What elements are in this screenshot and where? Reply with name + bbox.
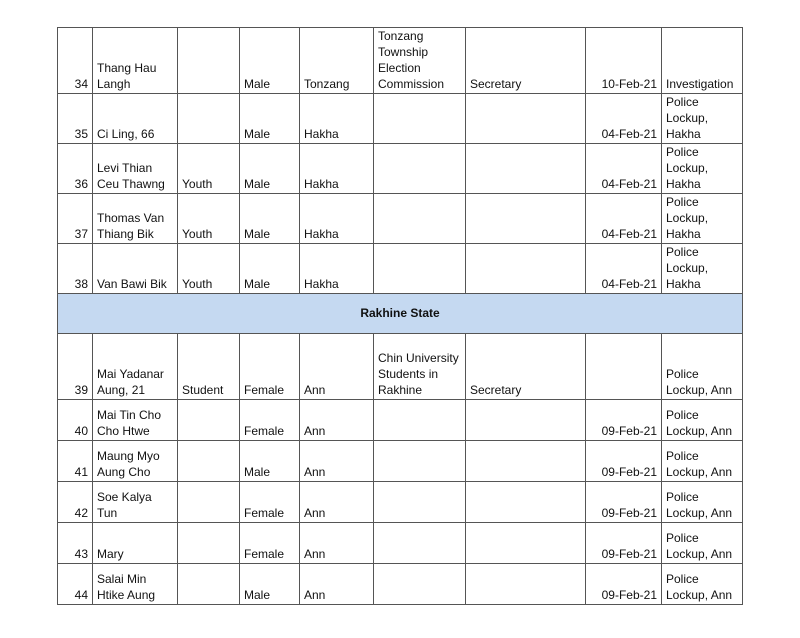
location-cell: Ann — [300, 334, 374, 400]
affiliation-cell — [374, 194, 466, 244]
position-cell — [466, 482, 586, 523]
row-number: 44 — [58, 564, 93, 605]
date-cell: 04-Feb-21 — [586, 194, 662, 244]
table-row — [58, 144, 743, 194]
location-cell: Hakha — [300, 94, 374, 144]
detainee-table — [57, 27, 743, 605]
gender-cell: Female — [240, 523, 300, 564]
date-cell: 09-Feb-21 — [586, 523, 662, 564]
name-cell: Mai Yadanar Aung, 21 — [93, 334, 178, 400]
category-cell — [178, 400, 240, 441]
position-cell — [466, 400, 586, 441]
status-cell: Police Lockup, Ann — [662, 523, 743, 564]
date-cell: 09-Feb-21 — [586, 564, 662, 605]
affiliation-cell: Chin University Students in Rakhine — [374, 334, 466, 400]
gender-cell: Female — [240, 334, 300, 400]
location-cell: Hakha — [300, 144, 374, 194]
status-cell: Police Lockup, Hakha — [662, 94, 743, 144]
table-row — [58, 94, 743, 144]
category-cell: Youth — [178, 194, 240, 244]
status-cell: Investigation — [662, 28, 743, 94]
location-cell: Ann — [300, 564, 374, 605]
category-cell: Youth — [178, 244, 240, 294]
status-cell: Police Lockup, Hakha — [662, 244, 743, 294]
gender-cell: Male — [240, 564, 300, 605]
affiliation-cell — [374, 441, 466, 482]
name-cell: Maung Myo Aung Cho — [93, 441, 178, 482]
category-cell: Youth — [178, 144, 240, 194]
name-cell: Thang Hau Langh — [93, 28, 178, 94]
status-cell: Police Lockup, Hakha — [662, 144, 743, 194]
row-number: 39 — [58, 334, 93, 400]
date-cell: 04-Feb-21 — [586, 144, 662, 194]
table-row — [58, 28, 743, 94]
gender-cell: Male — [240, 194, 300, 244]
table-row — [58, 441, 743, 482]
status-cell: Police Lockup, Ann — [662, 482, 743, 523]
position-cell — [466, 441, 586, 482]
location-cell: Ann — [300, 441, 374, 482]
date-cell: 04-Feb-21 — [586, 244, 662, 294]
date-cell: 09-Feb-21 — [586, 441, 662, 482]
position-cell — [466, 194, 586, 244]
affiliation-cell — [374, 482, 466, 523]
affiliation-cell — [374, 400, 466, 441]
category-cell — [178, 94, 240, 144]
affiliation-cell: Tonzang Township Election Commission — [374, 28, 466, 94]
location-cell: Ann — [300, 523, 374, 564]
row-number: 37 — [58, 194, 93, 244]
row-number: 36 — [58, 144, 93, 194]
location-cell: Ann — [300, 400, 374, 441]
category-cell — [178, 523, 240, 564]
name-cell: Van Bawi Bik — [93, 244, 178, 294]
row-number: 40 — [58, 400, 93, 441]
row-number: 34 — [58, 28, 93, 94]
status-cell: Police Lockup, Hakha — [662, 194, 743, 244]
location-cell: Hakha — [300, 194, 374, 244]
status-cell: Police Lockup, Ann — [662, 564, 743, 605]
position-cell — [466, 144, 586, 194]
category-cell: Student — [178, 334, 240, 400]
gender-cell: Female — [240, 482, 300, 523]
row-number: 42 — [58, 482, 93, 523]
table-row — [58, 564, 743, 605]
category-cell — [178, 28, 240, 94]
affiliation-cell — [374, 244, 466, 294]
section-header-row — [58, 294, 743, 334]
row-number: 38 — [58, 244, 93, 294]
position-cell — [466, 94, 586, 144]
name-cell: Thomas Van Thiang Bik — [93, 194, 178, 244]
date-cell: 10-Feb-21 — [586, 28, 662, 94]
position-cell: Secretary — [466, 28, 586, 94]
location-cell: Tonzang — [300, 28, 374, 94]
status-cell: Police Lockup, Ann — [662, 441, 743, 482]
affiliation-cell — [374, 144, 466, 194]
position-cell — [466, 244, 586, 294]
date-cell: 09-Feb-21 — [586, 482, 662, 523]
status-cell: Police Lockup, Ann — [662, 334, 743, 400]
row-number: 35 — [58, 94, 93, 144]
status-cell: Police Lockup, Ann — [662, 400, 743, 441]
location-cell: Hakha — [300, 244, 374, 294]
location-cell: Ann — [300, 482, 374, 523]
table-row — [58, 400, 743, 441]
date-cell — [586, 334, 662, 400]
table-row — [58, 194, 743, 244]
name-cell: Ci Ling, 66 — [93, 94, 178, 144]
section-header: Rakhine State — [58, 294, 743, 334]
table-row — [58, 244, 743, 294]
position-cell — [466, 564, 586, 605]
date-cell: 04-Feb-21 — [586, 94, 662, 144]
table-row — [58, 523, 743, 564]
table-row — [58, 482, 743, 523]
affiliation-cell — [374, 523, 466, 564]
category-cell — [178, 564, 240, 605]
position-cell — [466, 523, 586, 564]
table-row — [58, 334, 743, 400]
category-cell — [178, 482, 240, 523]
name-cell: Mai Tin Cho Cho Htwe — [93, 400, 178, 441]
gender-cell: Female — [240, 400, 300, 441]
name-cell: Levi Thian Ceu Thawng — [93, 144, 178, 194]
name-cell: Mary — [93, 523, 178, 564]
affiliation-cell — [374, 94, 466, 144]
gender-cell: Male — [240, 94, 300, 144]
gender-cell: Male — [240, 28, 300, 94]
name-cell: Soe Kalya Tun — [93, 482, 178, 523]
position-cell: Secretary — [466, 334, 586, 400]
date-cell: 09-Feb-21 — [586, 400, 662, 441]
gender-cell: Male — [240, 244, 300, 294]
name-cell: Salai Min Htike Aung — [93, 564, 178, 605]
affiliation-cell — [374, 564, 466, 605]
gender-cell: Male — [240, 144, 300, 194]
row-number: 43 — [58, 523, 93, 564]
row-number: 41 — [58, 441, 93, 482]
gender-cell: Male — [240, 441, 300, 482]
category-cell — [178, 441, 240, 482]
